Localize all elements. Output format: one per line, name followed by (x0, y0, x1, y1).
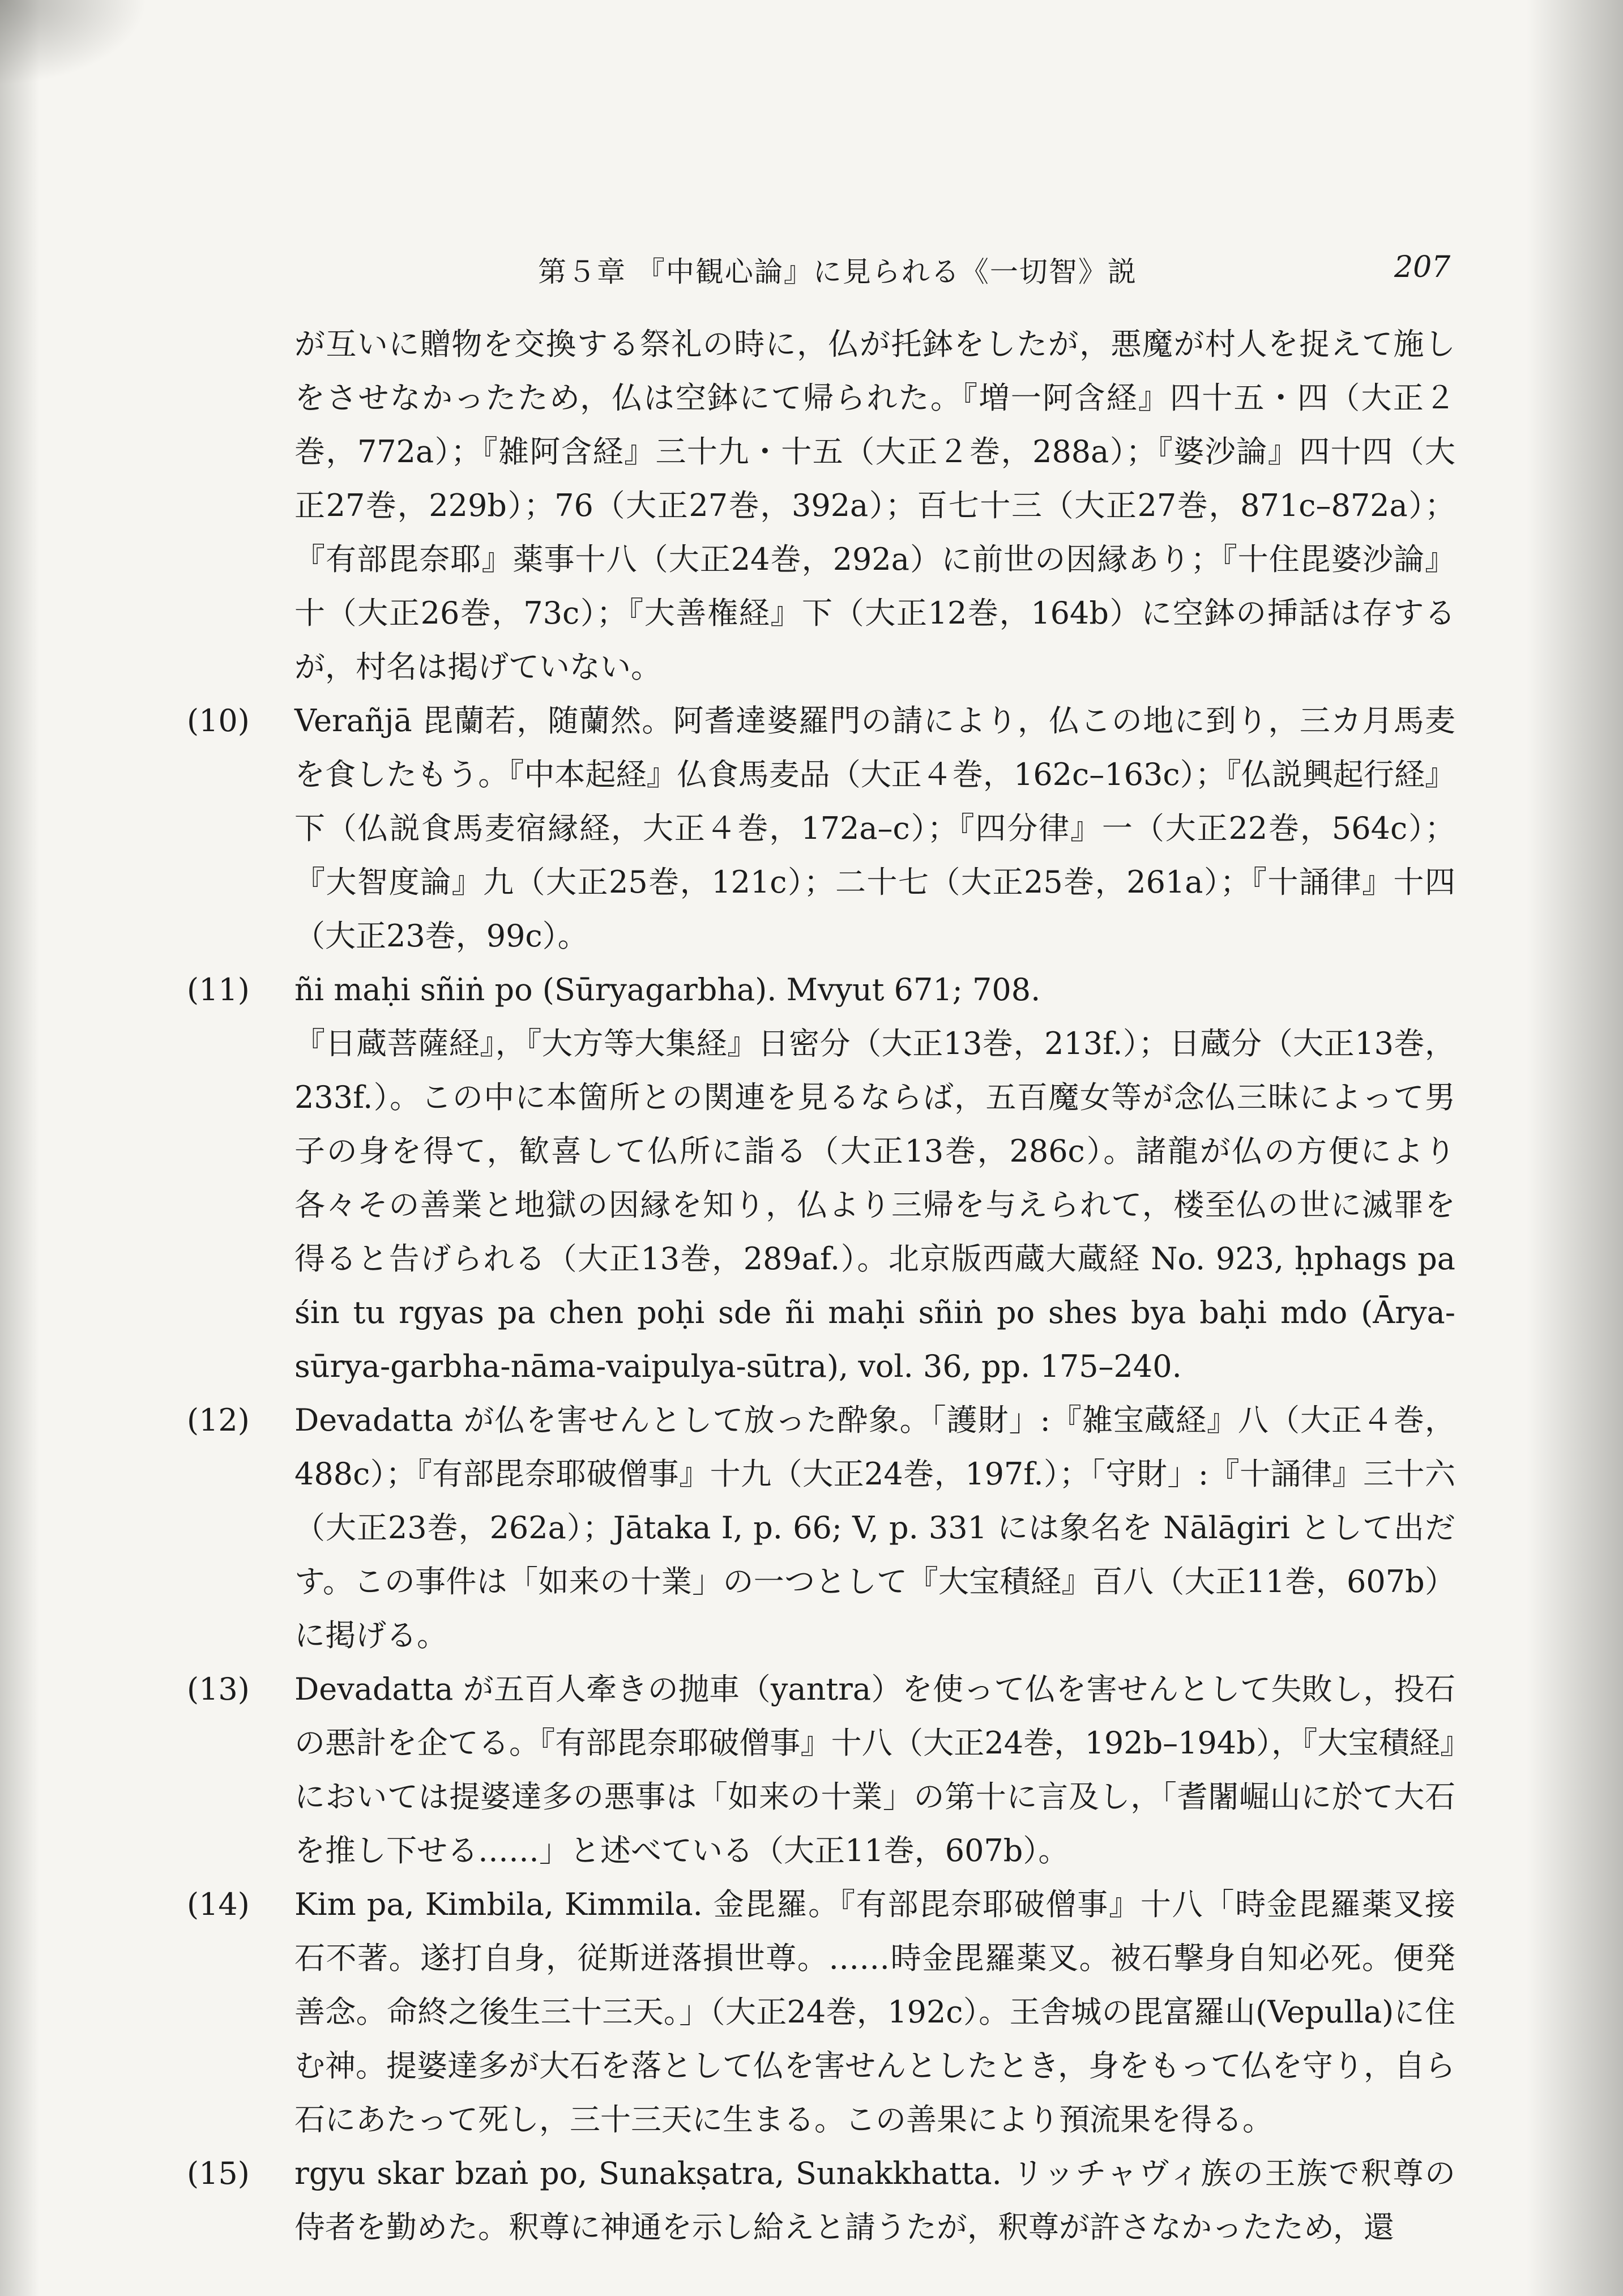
footnote-number: (12) (187, 1402, 250, 1438)
scan-shadow-right (1527, 0, 1623, 2296)
scan-shadow-corner (0, 0, 147, 85)
footnote-12 (187, 1393, 1455, 1662)
footnote-text: Kim pa, Kimbila, Kimmila. 金毘羅。『有部毘奈耶破僧事』十八「時金毘羅薬叉接石不著。遂打自身，従斯迸落損世尊。……時金毘羅薬叉。被石撃身自知必死。便発善念。命終之後生三十三天。」（大正24巻，192c）。王舎城の毘富羅山(Vepulla)に住む神。提婆達多が大石を落として仏を害せんとしたとき，身をもって仏を守り，自ら石にあたって死し，三十三天に生まる。この善果により預流果を得る。 (294, 1887, 1455, 2137)
footnote-15 (187, 2146, 1455, 2254)
footnote-text: ñi maḥi sñiṅ po (Sūryagarbha). Mvyut 671; 708. (294, 972, 1041, 1008)
running-header: 第５章 『中観心論』に見られる《一切智》説 (538, 255, 1137, 288)
scan-shadow-left (0, 0, 40, 2296)
continued-note-text: が互いに贈物を交換する祭礼の時に，仏が托鉢をしたが，悪魔が村人を捉えて施しをさせなかったため，仏は空鉢にて帰られた。『増一阿含経』四十五・四（大正２巻，772a）；『雑阿含経』三十九・十五（大正２巻，288a）；『婆沙論』四十四（大正27巻，229b）；76（大正27巻，392a）；百七十三（大正27巻，871c–872a）；『有部毘奈耶』薬事十八（大正24巻，292a）に前世の因縁あり；『十住毘婆沙論』十（大正26巻，73c）；『大善権経』下（大正12巻，164b）に空鉢の挿話は存するが，村名は掲げていない。 (294, 326, 1455, 685)
footnote-10 (187, 694, 1455, 963)
footnote-14 (187, 1877, 1455, 2146)
footnote-text: rgyu skar bzaṅ po, Sunakṣatra, Sunakkhatta. リッチャヴィ族の王族で釈尊の侍者を勤めた。釈尊に神通を示し給えと請うたが，釈尊が許さなかったため，還 (294, 2156, 1455, 2245)
footnote-number: (10) (187, 703, 250, 739)
footnote-text: Devadatta が仏を害せんとして放った酔象。「護財」:『雑宝蔵経』八（大正４巻，488c）；『有部毘奈耶破僧事』十九（大正24巻，197f.）；「守財」:『十誦律』三十六（大正23巻，262a）；Jātaka I, p. 66; V, p. 331 には象名を Nālāgiri として出だす。この事件は「如来の十業」の一つとして『大宝積経』百八（大正11巻，607b）に掲げる。 (294, 1402, 1455, 1653)
footnote-number: (13) (187, 1671, 250, 1707)
page-number: 207 (1394, 250, 1451, 284)
footnote-13 (187, 1662, 1455, 1877)
footnote-number: (11) (187, 972, 250, 1008)
footnote-text: Devadatta が五百人牽きの抛車（yantra）を使って仏を害せんとして失敗し，投石の悪計を企てる。『有部毘奈耶破僧事』十八（大正24巻，192b–194b），『大宝積経』においては提婆達多の悪事は「如来の十業」の第十に言及し，「耆闍崛山に於て大石を推し下せる……」と述べている（大正11巻，607b）。 (294, 1671, 1455, 1868)
footnotes-body (187, 317, 1455, 2254)
footnote-11 (187, 963, 1455, 1393)
footnote-number: (15) (187, 2156, 250, 2191)
footnote-text: Verañjā 毘蘭若，随蘭然。阿耆達婆羅門の請により，仏この地に到り，三カ月馬麦を食したもう。『中本起経』仏食馬麦品（大正４巻，162c–163c）；『仏説興起行経』下（仏説食馬麦宿縁経，大正４巻，172a–c）；『四分律』一（大正22巻，564c）；『大智度論』九（大正25巻，121c）；二十七（大正25巻，261a）；『十誦律』十四（大正23巻，99c）。 (294, 703, 1455, 954)
footnote-text-continued: 『日蔵菩薩経』，『大方等大集経』日密分（大正13巻，213f.）；日蔵分（大正13巻，233f.）。この中に本箇所との関連を見るならば，五百魔女等が念仏三昧によって男子の身を得て，歓喜して仏所に詣る（大正13巻，286c）。諸龍が仏の方便により各々その善業と地獄の因縁を知り，仏より三帰を与えられて，楼至仏の世に滅罪を得ると告げられる（大正13巻，289af.）。北京版西蔵大蔵経 No. 923, ḥphags pa śin tu rgyas pa chen poḥi sde ñi maḥi sñiṅ po shes bya baḥi mdo (Ārya-sūrya-garbha-nāma-vaipulya-sūtra), vol. 36, pp. 175–240. (294, 1026, 1455, 1384)
footnote-number: (14) (187, 1887, 250, 1922)
